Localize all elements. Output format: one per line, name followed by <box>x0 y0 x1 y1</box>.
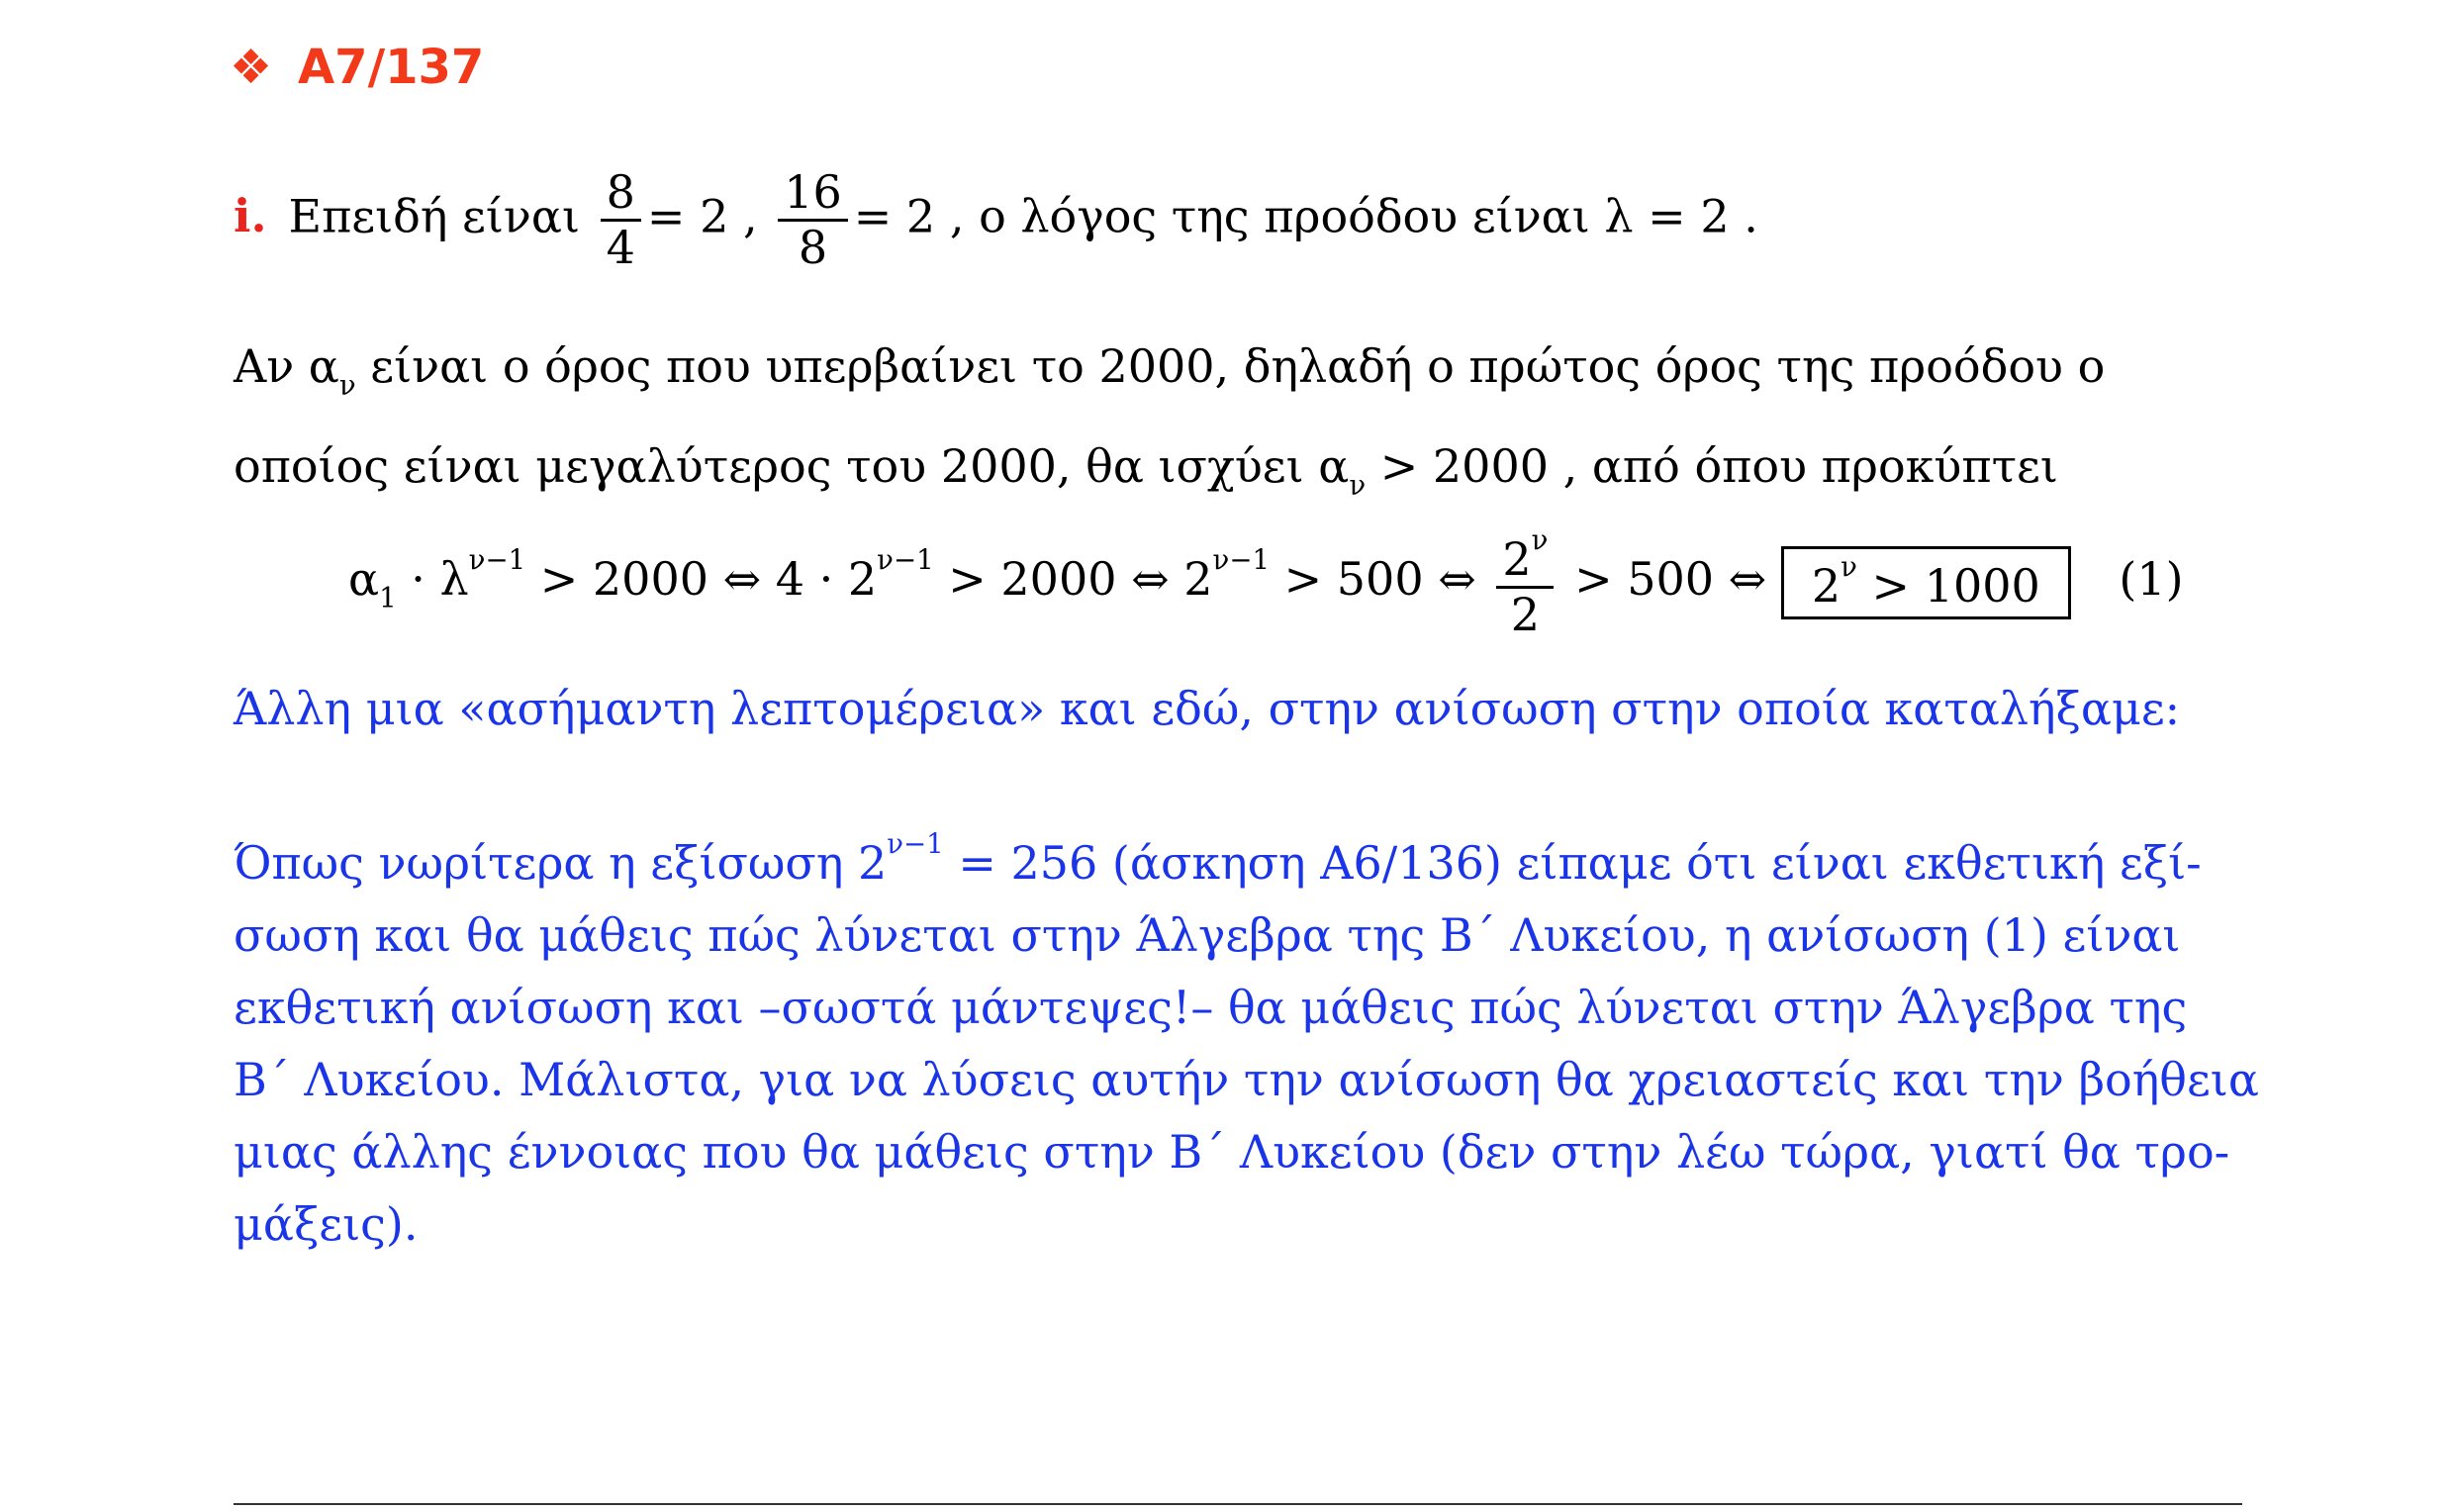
fraction-numerator: 8 <box>606 165 635 219</box>
formula-segment: > 2000 ⇔ 2 <box>933 552 1213 606</box>
paragraph-1 <box>234 331 2252 521</box>
formula-segment: > 500 ⇔ <box>1559 552 1767 606</box>
part-i-line <box>234 166 1758 274</box>
ratio-statement: = 2 , ο λόγος της προόδου είναι λ = 2 . <box>853 189 1758 243</box>
section-heading <box>230 40 484 95</box>
equation-tag: (1) <box>2119 552 2184 606</box>
formula-segment: · λ <box>396 552 469 606</box>
exponent: ν−1 <box>1212 542 1270 576</box>
fraction-numerator <box>1496 524 1554 586</box>
formula-segment: > 2000 ⇔ 4 · 2 <box>525 552 878 606</box>
blue-note-line: Άλλη μια «ασήμαντη λεπτομέρεια» και εδώ, στην ανίσωση στην οποία καταλήξαμε: <box>234 682 2181 735</box>
paragraph-1-line-1 <box>234 331 2252 421</box>
formula-segment: > 1000 <box>1856 559 2040 614</box>
part-label: i. <box>234 189 267 243</box>
fraction-denominator: 2 <box>1496 586 1554 641</box>
text-segment: οποίος είναι μεγαλύτερος του 2000, θα ισχύει α <box>234 439 1350 494</box>
inequality-formula <box>348 524 2184 641</box>
exponent: ν−1 <box>887 827 944 860</box>
exponent: ν <box>1840 549 1857 583</box>
footer-divider <box>234 1503 2242 1505</box>
equals-2: = 2 , <box>646 189 758 243</box>
base: 2 <box>1811 559 1841 614</box>
blue-paragraph <box>234 807 2259 1261</box>
text-segment: Αν α <box>234 339 339 393</box>
blue-paragraph-line-3: εκθετική ανίσωση και –σωστά μάντεψες!– θα μάθεις πώς λύνεται στην Άλγεβρα της <box>234 981 2188 1035</box>
exponent: ν−1 <box>468 542 526 576</box>
base: 2 <box>1502 532 1532 587</box>
subscript: ν <box>1349 468 1367 502</box>
text-segment: = 256 (άσκηση A6/136) είπαμε ότι είναι εκθετική εξί- <box>943 836 2202 891</box>
text-segment: > 2000 , από όπου προκύπτει <box>1366 439 2058 494</box>
fraction-denominator: 8 <box>778 219 848 274</box>
subscript: 1 <box>379 581 397 614</box>
heading-title: A7/137 <box>298 40 485 95</box>
alpha-symbol: α <box>348 552 380 606</box>
blue-paragraph-line-5: μιας άλλης έννοιας που θα μάθεις στην Β΄ Λυκείου (δεν στην λέω τώρα, γιατί θα τρο- <box>234 1125 2230 1180</box>
exponent: ν <box>1531 523 1549 556</box>
paragraph-1-line-2 <box>234 430 2252 520</box>
fraction-numerator: 16 <box>784 165 842 219</box>
blue-paragraph-line-2: σωση και θα μάθεις πώς λύνεται στην Άλγεβρα της Β΄ Λυκείου, η ανίσωση (1) είναι <box>234 908 2181 963</box>
blue-paragraph-line-1 <box>234 807 2252 899</box>
fraction-2pow-over-2 <box>1496 524 1554 641</box>
text-segment: Όπως νωρίτερα η εξίσωση 2 <box>234 836 888 891</box>
boxed-result <box>1781 546 2071 619</box>
diamond-bullet-icon: ❖ <box>230 40 273 95</box>
exponent: ν−1 <box>877 542 934 576</box>
formula-segment: > 500 ⇔ <box>1270 552 1476 606</box>
subscript: ν <box>338 368 356 402</box>
fraction-16-8 <box>778 166 848 274</box>
part-i-text: Επειδή είναι <box>288 189 580 243</box>
blue-paragraph-line-6: μάξεις). <box>234 1197 419 1252</box>
fraction-8-4 <box>601 166 641 274</box>
fraction-denominator: 4 <box>601 219 641 274</box>
text-segment: είναι ο όρος που υπερβαίνει το 2000, δηλαδή ο πρώτος όρος της προόδου ο <box>355 339 2106 393</box>
blue-paragraph-line-4: Β΄ Λυκείου. Μάλιστα, για να λύσεις αυτήν την ανίσωση θα χρειαστείς και την βοήθεια <box>234 1053 2259 1107</box>
